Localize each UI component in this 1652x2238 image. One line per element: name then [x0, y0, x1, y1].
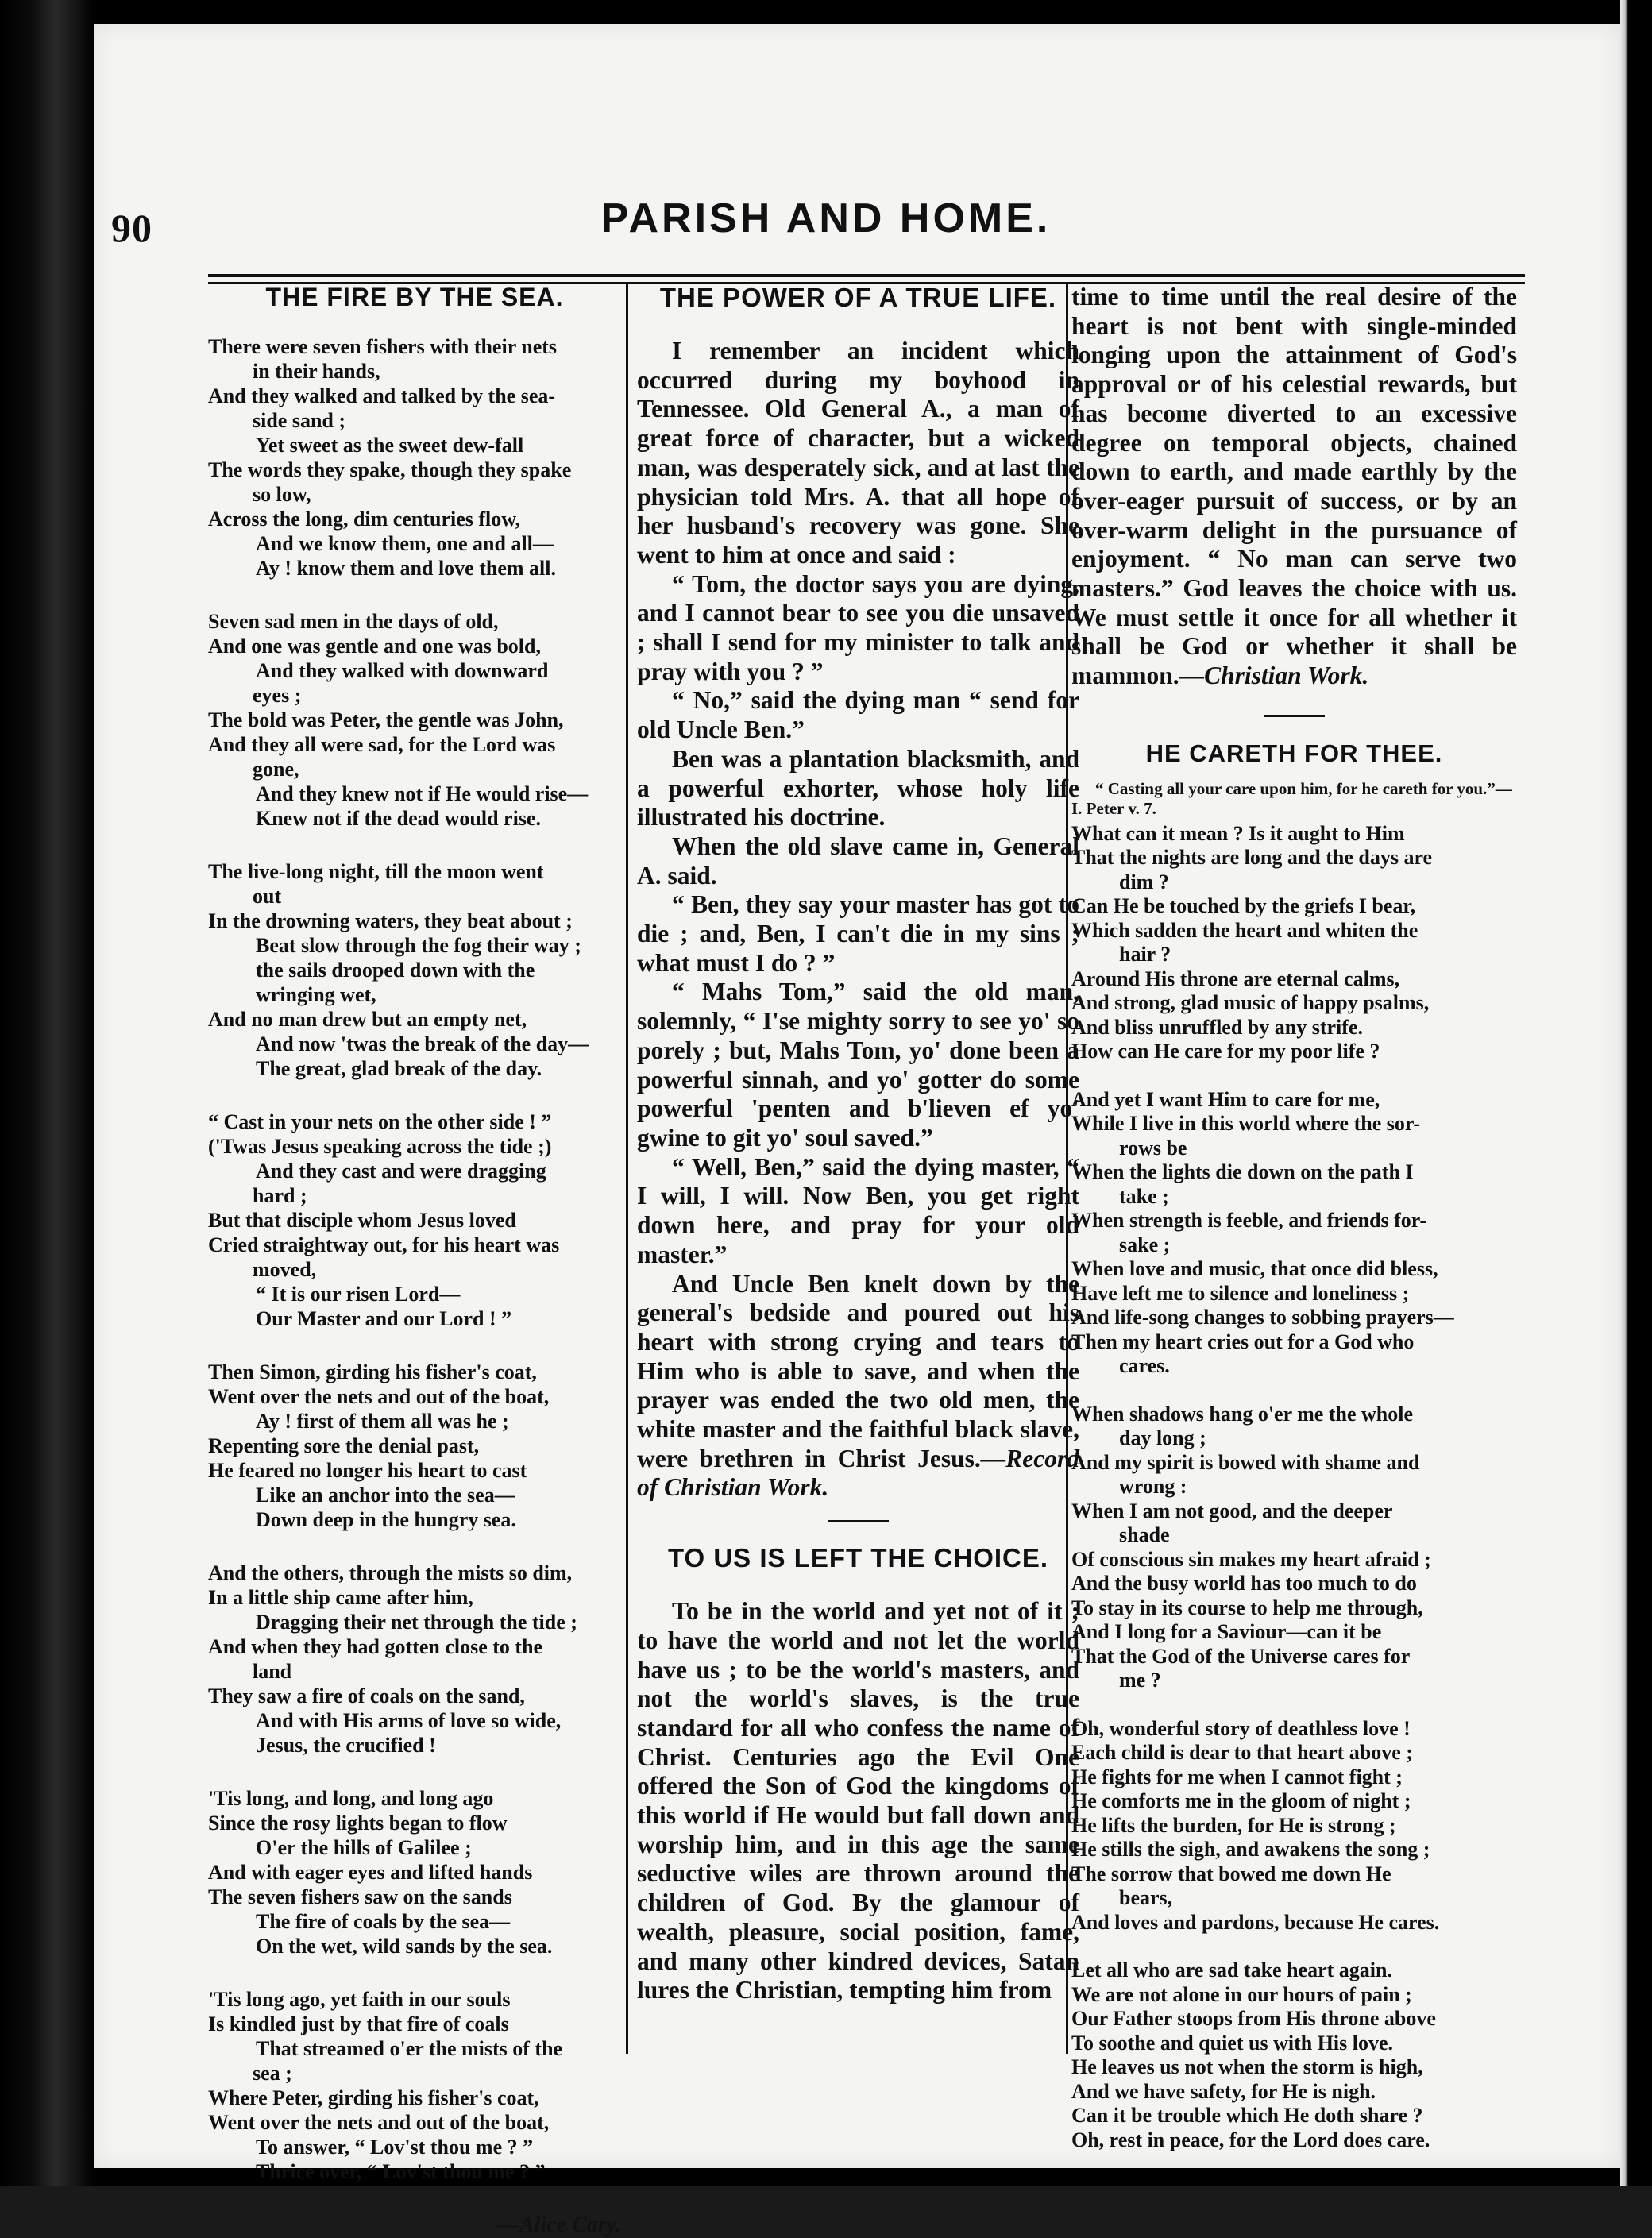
poem-line: dim ?	[1119, 870, 1169, 893]
poem-line: When strength is feeble, and friends for-	[1071, 1209, 1427, 1233]
poem-line: Repenting sore the denial past,	[208, 1434, 480, 1457]
poem-fire-by-the-sea	[208, 334, 621, 2184]
page-number: 90	[111, 206, 152, 250]
poem-line: And the others, through the mists so dim,	[208, 1561, 573, 1584]
poem-line: shade	[1119, 1523, 1170, 1547]
paragraph-text: time to time until the real desire of the heart is not bent with single-minded longing upon the attainment of God's approval or of his celestial rewards, but has become diverted to an excessive degree on temporal objects, chained down to earth, and made earthly by the over-eager pursuit of success, or by an over-warm delight in the pursuance of enjoyment. “ No man can serve two masters.” God leaves the choice with us. We must settle it once for all whether it shall be God or whether it shall be mammon.	[1071, 283, 1517, 690]
paragraph: “ No,” said the dying man “ send for old Uncle Ben.”	[637, 686, 1079, 744]
poem-line: And they cast and were dragging	[256, 1160, 546, 1183]
poem-line: When love and music, that once did bless,	[1071, 1257, 1438, 1281]
paragraph: When the old slave came in, General A. said.	[637, 832, 1079, 889]
poem-line: When the lights die down on the path I	[1071, 1160, 1414, 1184]
stanza	[208, 1360, 621, 1532]
poem-line: the sails drooped down with the	[256, 959, 535, 982]
section-divider	[828, 1520, 889, 1522]
poem-line: Then my heart cries out for a God who	[1071, 1329, 1415, 1353]
poem-line: Yet sweet as the sweet dew-fall	[256, 434, 524, 457]
poem-line: Across the long, dim centuries flow,	[208, 507, 521, 531]
stanza	[208, 1561, 621, 1758]
poem-line: And bliss unruffled by any strife.	[1071, 1015, 1363, 1039]
poem-line: out	[253, 885, 282, 908]
running-title: PARISH AND HOME.	[600, 195, 1052, 241]
poem-line: To answer, “ Lov'st thou me ? ”	[256, 2136, 534, 2159]
poem-line: He leaves us not when the storm is high,	[1071, 2055, 1423, 2079]
poem-line: He comforts me in the gloom of night ;	[1071, 1789, 1411, 1813]
poem-line: Let all who are sad take heart again.	[1071, 1958, 1392, 1982]
poem-line: And I long for a Saviour—can it be	[1071, 1620, 1382, 1644]
column-right	[1071, 283, 1517, 2151]
poem-line: Then Simon, girding his fisher's coat,	[208, 1360, 537, 1383]
poem-line: moved,	[253, 1258, 317, 1281]
paragraph: “ Well, Ben,” said the dying master, “ I will, I will. Now Ben, you get right down here, and pray for your old master.”	[637, 1152, 1079, 1268]
poem-line: 'Tis long ago, yet faith in our souls	[208, 1988, 511, 2011]
poem-line: And they all were sad, for the Lord was	[208, 733, 556, 756]
article-left-the-choice	[637, 1597, 1079, 2005]
poem-line: Which sadden the heart and whiten the	[1071, 918, 1418, 942]
poem-line: me ?	[1119, 1669, 1161, 1692]
scan-right-edge	[1620, 0, 1652, 2186]
poem-line: wringing wet,	[256, 983, 376, 1006]
poem-line: rows be	[1119, 1136, 1187, 1160]
stanza	[1071, 1958, 1517, 2152]
stanza	[1071, 822, 1517, 1064]
poem-line: sea ;	[253, 2062, 292, 2085]
article-power-of-true-life	[637, 337, 1079, 1503]
poem-line: And one was gentle and one was bold,	[208, 635, 541, 658]
poem-line: Around His throne are eternal calms,	[1071, 967, 1400, 990]
poem-line: Knew not if the dead would rise.	[256, 807, 541, 830]
poem-line: The fire of coals by the sea—	[256, 1910, 511, 1933]
poem-line: gone,	[253, 758, 299, 781]
poem-line: And no man drew but an empty net,	[208, 1008, 527, 1031]
poem-line: He fights for me when I cannot fight ;	[1071, 1765, 1403, 1788]
poem-line: cares.	[1119, 1354, 1170, 1378]
poem-line: Ay ! first of them all was he ;	[256, 1410, 509, 1433]
poem-line: Like an anchor into the sea—	[256, 1484, 515, 1507]
poem-line: In the drowning waters, they beat about ;	[208, 909, 573, 932]
poem-line: Ay ! know them and love them all.	[256, 557, 556, 580]
poem-line: And with eager eyes and lifted hands	[208, 1861, 533, 1884]
stanza	[208, 334, 621, 581]
poem-line: Each child is dear to that heart above ;	[1071, 1741, 1413, 1765]
poem-line: side sand ;	[253, 409, 346, 432]
paragraph-text: And Uncle Ben knelt down by the general's bedside and poured out his heart with strong crying and tears to Him who is able to save, and when the prayer was ended the two old men, the white master and the faithful black slave, were brethren in Christ Jesus.	[637, 1269, 1079, 1472]
poem-line: The seven fishers saw on the sands	[208, 1885, 512, 1908]
poem-line: That the God of the Universe cares for	[1071, 1644, 1411, 1668]
paragraph: I remember an incident which occurred during my boyhood in Tennessee. Old General A., a man of great force of character, but a wicked man, was desperately sick, and at last the physician told Mrs. A. that all hope of her husband's recovery was gone. She went to him at once and said :	[637, 337, 1079, 569]
poem-line: hard ;	[253, 1184, 307, 1207]
paragraph: “ Mahs Tom,” said the old man, solemnly, “ I'se mighty sorry to see yo' so porely ; but, Mahs Tom, yo' done been a powerful sinnah, and yo' gotter do some powerful 'penten and b'lieven ef yo' gwine to git yo' soul saved.”	[637, 978, 1079, 1152]
poem-line: Went over the nets and out of the boat,	[208, 1385, 550, 1408]
paragraph: “ Tom, the doctor says you are dying, and I cannot bear to see you die unsaved ; shall I send for my minister to talk and pray with you ? ”	[637, 569, 1079, 685]
poem-line: O'er the hills of Galilee ;	[256, 1836, 472, 1859]
poem-line: Our Father stoops from His throne above	[1071, 2007, 1436, 2031]
article-left-the-choice-continued	[1071, 283, 1517, 691]
poem-line: Can He be touched by the griefs I bear,	[1071, 894, 1416, 918]
poem-line: And strong, glad music of happy psalms,	[1071, 991, 1430, 1015]
poem-line: He feared no longer his heart to cast	[208, 1459, 527, 1482]
poem-line: Oh, wonderful story of deathless love !	[1071, 1716, 1411, 1740]
poem-title: THE FIRE BY THE SEA.	[265, 283, 564, 311]
poem-line: Went over the nets and out of the boat,	[208, 2111, 550, 2134]
poem-line: How can He care for my poor life ?	[1071, 1040, 1380, 1063]
poem-line: take ;	[1119, 1184, 1169, 1208]
poem-line: When shadows hang o'er me the whole	[1071, 1402, 1414, 1426]
poem-line: In a little ship came after him,	[208, 1586, 473, 1609]
poem-line: The bold was Peter, the gentle was John,	[208, 708, 564, 731]
poem-line: On the wet, wild sands by the sea.	[256, 1935, 553, 1958]
poem-line: Since the rosy lights began to flow	[208, 1812, 508, 1835]
article-attribution: —Record of Christian Work.	[637, 1444, 1079, 1502]
poem-line: Is kindled just by that fire of coals	[208, 2012, 509, 2035]
poem-line: day long ;	[1119, 1426, 1206, 1450]
poem-line: And with His arms of love so wide,	[256, 1709, 562, 1732]
article-title: THE POWER OF A TRUE LIFE.	[659, 283, 1057, 312]
poem-title: HE CARETH FOR THEE.	[1145, 739, 1443, 767]
poem-line: Cried straightway out, for his heart was	[208, 1233, 560, 1256]
poem-line: And life-song changes to sobbing prayers—	[1071, 1306, 1454, 1329]
poem-line: Dragging their net through the tide ;	[256, 1611, 577, 1634]
poem-line: And loves and pardons, because He cares.	[1071, 1910, 1440, 1934]
poem-line: bears,	[1119, 1886, 1173, 1910]
poem-line: And they walked with downward	[256, 659, 549, 682]
poem-line: Can it be trouble which He doth share ?	[1071, 2104, 1423, 2128]
column-middle	[637, 283, 1079, 2054]
paragraph-final	[637, 1270, 1079, 1503]
poem-author: —Alice Cary.	[496, 2213, 621, 2237]
poem-line: And yet I want Him to care for me,	[1071, 1087, 1380, 1111]
poem-line: sake ;	[1119, 1233, 1171, 1256]
poem-line: in their hands,	[253, 360, 380, 383]
stanza	[1071, 1088, 1517, 1379]
poem-line: Jesus, the crucified !	[256, 1734, 436, 1757]
poem-line: What can it mean ? Is it aught to Him	[1071, 821, 1405, 845]
poem-line: To soothe and quiet us with His love.	[1071, 2031, 1394, 2055]
poem-line: And when they had gotten close to the	[208, 1635, 543, 1658]
poem-line: Beat slow through the fog their way ;	[256, 934, 581, 957]
poem-line: And now 'twas the break of the day—	[256, 1032, 589, 1055]
poem-line: To stay in its course to help me through,	[1071, 1596, 1423, 1619]
stanza	[1071, 1717, 1517, 1935]
stanza	[1071, 1403, 1517, 1693]
poem-epigraph: “ Casting all your care upon him, for he careth for you.”—I. Peter v. 7.	[1071, 778, 1512, 818]
poem-line: hair ?	[1119, 943, 1171, 967]
poem-line: Thrice over, “ Lov'st thou me ? ”	[256, 2160, 546, 2183]
paragraph: “ Ben, they say your master has got to die ; and, Ben, I can't die in my sins ; what must I do ? ”	[637, 890, 1079, 977]
paragraph: Ben was a plantation blacksmith, and a powerful exhorter, whose holy life illustrated his doctrine.	[637, 744, 1079, 832]
section-divider	[1264, 715, 1325, 717]
column-divider	[626, 283, 628, 2054]
poem-line: When I am not good, and the deeper	[1071, 1499, 1393, 1522]
poem-line: And the busy world has too much to do	[1071, 1572, 1417, 1596]
poem-line: And they knew not if He would rise—	[256, 782, 589, 805]
poem-line: And we know them, one and all—	[256, 532, 554, 555]
poem-line: And we have safety, for He is nigh.	[1071, 2079, 1376, 2103]
poem-line: We are not alone in our hours of pain ;	[1071, 1982, 1412, 2006]
poem-line: eyes ;	[253, 684, 302, 707]
poem-line: Where Peter, girding his fisher's coat,	[208, 2086, 539, 2109]
poem-line: Of conscious sin makes my heart afraid ;	[1071, 1547, 1431, 1571]
paragraph: To be in the world and yet not of it ; to have the world and not let the world have us ; to be the world's masters, and not the world's slaves, is the true standard for all who confess the name of Christ. Centuries ago the Evil One offered the Son of God the kingdoms of this world if He would but fall down and worship him, and in this age the same seductive wiles are thrown around the children of God. By the glamour of wealth, pleasure, social position, fame, and many other kindred devices, Satan lures the Christian, tempting him from	[637, 1597, 1079, 2005]
stanza	[208, 1987, 621, 2184]
poem-line: Seven sad men in the days of old,	[208, 610, 499, 633]
poem-line: There were seven fishers with their nets	[208, 335, 558, 358]
poem-line: The words they spake, though they spake	[208, 458, 572, 481]
poem-line: But that disciple whom Jesus loved	[208, 1209, 516, 1232]
poem-line: That the nights are long and the days are	[1071, 846, 1433, 870]
stanza	[208, 859, 621, 1081]
stanza	[208, 1786, 621, 1958]
stanza	[208, 1109, 621, 1331]
poem-line: That streamed o'er the mists of the	[256, 2037, 563, 2060]
poem-line: Our Master and our Lord ! ”	[256, 1307, 512, 1330]
article-attribution: —Christian Work.	[1179, 662, 1369, 690]
poem-line: The live-long night, till the moon went	[208, 860, 544, 883]
poem-line: 'Tis long, and long, and long ago	[208, 1787, 494, 1810]
poem-line: wrong :	[1119, 1475, 1187, 1499]
poem-line: And they walked and talked by the sea-	[208, 384, 556, 407]
poem-he-careth	[1071, 822, 1517, 2153]
poem-line: The great, glad break of the day.	[256, 1057, 542, 1080]
poem-line: Oh, rest in peace, for the Lord does care.	[1071, 2128, 1430, 2151]
paragraph-continued	[1071, 283, 1517, 691]
poem-line: ('Twas Jesus speaking across the tide ;)	[208, 1135, 552, 1158]
poem-line: He stills the sigh, and awakens the song ;	[1071, 1838, 1430, 1862]
poem-line: Down deep in the hungry sea.	[256, 1508, 516, 1531]
poem-line: The sorrow that bowed me down He	[1071, 1862, 1391, 1885]
poem-line: And my spirit is bowed with shame and	[1071, 1450, 1420, 1474]
poem-line: Have left me to silence and loneliness ;	[1071, 1281, 1410, 1305]
column-left	[208, 283, 621, 2237]
poem-line: They saw a fire of coals on the sand,	[208, 1684, 525, 1707]
article-title: TO US IS LEFT THE CHOICE.	[667, 1543, 1049, 1573]
poem-line: “ Cast in your nets on the other side ! ”	[208, 1110, 552, 1133]
poem-line: He lifts the burden, for He is strong ;	[1071, 1813, 1396, 1837]
poem-line: so low,	[253, 483, 311, 506]
stanza	[208, 609, 621, 831]
poem-line: land	[253, 1660, 292, 1683]
poem-line: While I live in this world where the sor-	[1071, 1112, 1421, 1136]
poem-line: “ It is our risen Lord—	[256, 1283, 461, 1306]
